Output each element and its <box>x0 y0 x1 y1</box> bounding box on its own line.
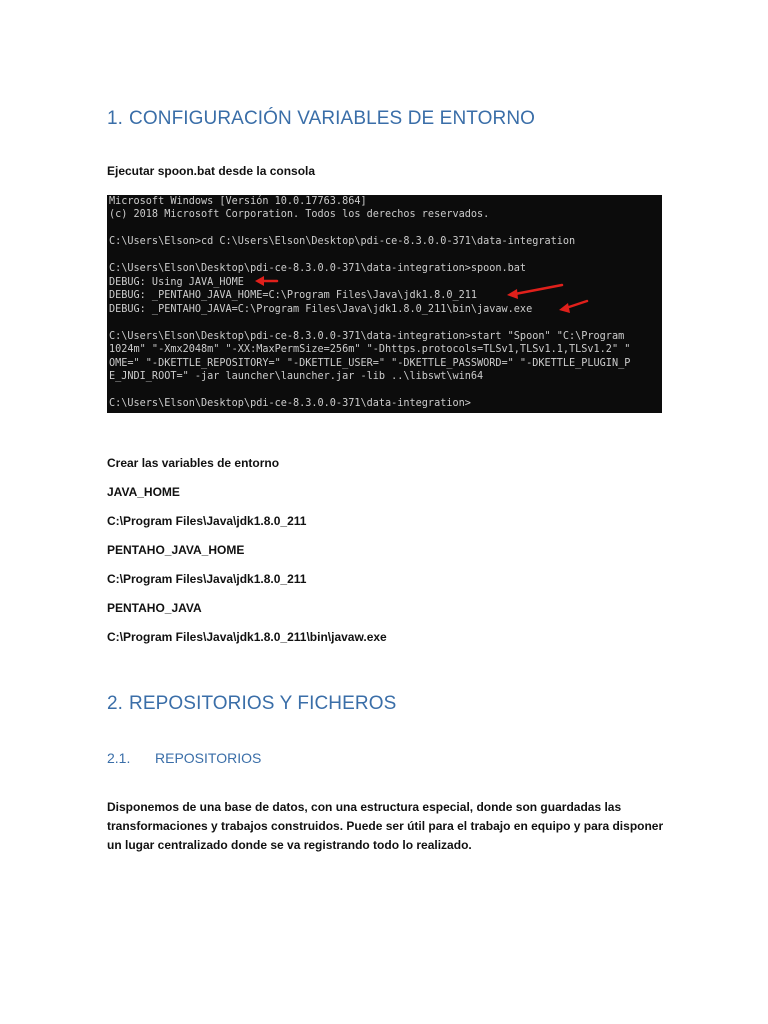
section-2-heading <box>107 693 396 715</box>
env-variable-name: PENTAHO_JAVA_HOME <box>107 543 245 557</box>
repositorios-paragraph <box>107 798 667 855</box>
paragraph-line: transformaciones y trabajos construidos. Puede ser útil para el trabajo en equipo y para disponer <box>107 819 664 833</box>
env-variable-name: JAVA_HOME <box>107 485 180 499</box>
env-variable-value: C:\Program Files\Java\jdk1.8.0_211\bin\javaw.exe <box>107 630 387 644</box>
console-line: DEBUG: Using JAVA_HOME <box>109 277 244 288</box>
console-line: C:\Users\Elson>cd C:\Users\Elson\Desktop\pdi-ce-8.3.0.0-371\data-integration <box>109 236 576 247</box>
section-2-1-number: 2.1. <box>107 750 131 766</box>
section-1-heading <box>107 108 535 130</box>
paragraph-line: un lugar centralizado donde se va registrando todo lo realizado. <box>107 838 472 852</box>
console-line: Microsoft Windows [Versión 10.0.17763.864] <box>109 196 367 207</box>
annotation-arrows <box>107 195 662 413</box>
console-line: C:\Users\Elson\Desktop\pdi-ce-8.3.0.0-371\data-integration>start "Spoon" "C:\Program <box>109 331 625 342</box>
console-line: (c) 2018 Microsoft Corporation. Todos los derechos reservados. <box>109 209 490 220</box>
section-2-1-title: REPOSITORIOS <box>155 750 262 766</box>
env-intro-text: Crear las variables de entorno <box>107 456 280 470</box>
env-variable-value: C:\Program Files\Java\jdk1.8.0_211 <box>107 572 307 586</box>
console-line: DEBUG: _PENTAHO_JAVA_HOME=C:\Program Files\Java\jdk1.8.0_211 <box>109 290 478 301</box>
red-arrow-icon <box>559 301 587 313</box>
console-line: OME=" "-DKETTLE_REPOSITORY=" "-DKETTLE_USER=" "-DKETTLE_PASSWORD=" "-DKETTLE_PLUGIN_P <box>109 358 631 369</box>
console-line: C:\Users\Elson\Desktop\pdi-ce-8.3.0.0-371\data-integration>spoon.bat <box>109 263 527 274</box>
console-line: C:\Users\Elson\Desktop\pdi-ce-8.3.0.0-371\data-integration> <box>109 398 471 409</box>
console-line: DEBUG: _PENTAHO_JAVA=C:\Program Files\Java\jdk1.8.0_211\bin\javaw.exe <box>109 304 533 315</box>
red-arrow-icon <box>255 276 277 286</box>
console-line: E_JNDI_ROOT=" -jar launcher\launcher.jar -lib ..\libswt\win64 <box>109 371 484 382</box>
section-1-number: 1. <box>107 108 124 129</box>
section-2-number: 2. <box>107 693 124 714</box>
env-variable-value: C:\Program Files\Java\jdk1.8.0_211 <box>107 514 307 528</box>
console-intro-text: Ejecutar spoon.bat desde la consola <box>107 164 316 178</box>
section-1-title: CONFIGURACIÓN VARIABLES DE ENTORNO <box>129 108 536 129</box>
red-arrow-icon <box>507 285 562 299</box>
paragraph-line: Disponemos de una base de datos, con una estructura especial, donde son guardadas las <box>107 800 622 814</box>
section-2-title: REPOSITORIOS Y FICHEROS <box>129 693 397 714</box>
section-2-1-heading <box>107 750 261 766</box>
env-variable-name: PENTAHO_JAVA <box>107 601 202 615</box>
console-line: 1024m" "-Xmx2048m" "-XX:MaxPermSize=256m" "-Dhttps.protocols=TLSv1,TLSv1.1,TLSv1.2" " <box>109 344 631 355</box>
console-screenshot <box>107 195 662 413</box>
